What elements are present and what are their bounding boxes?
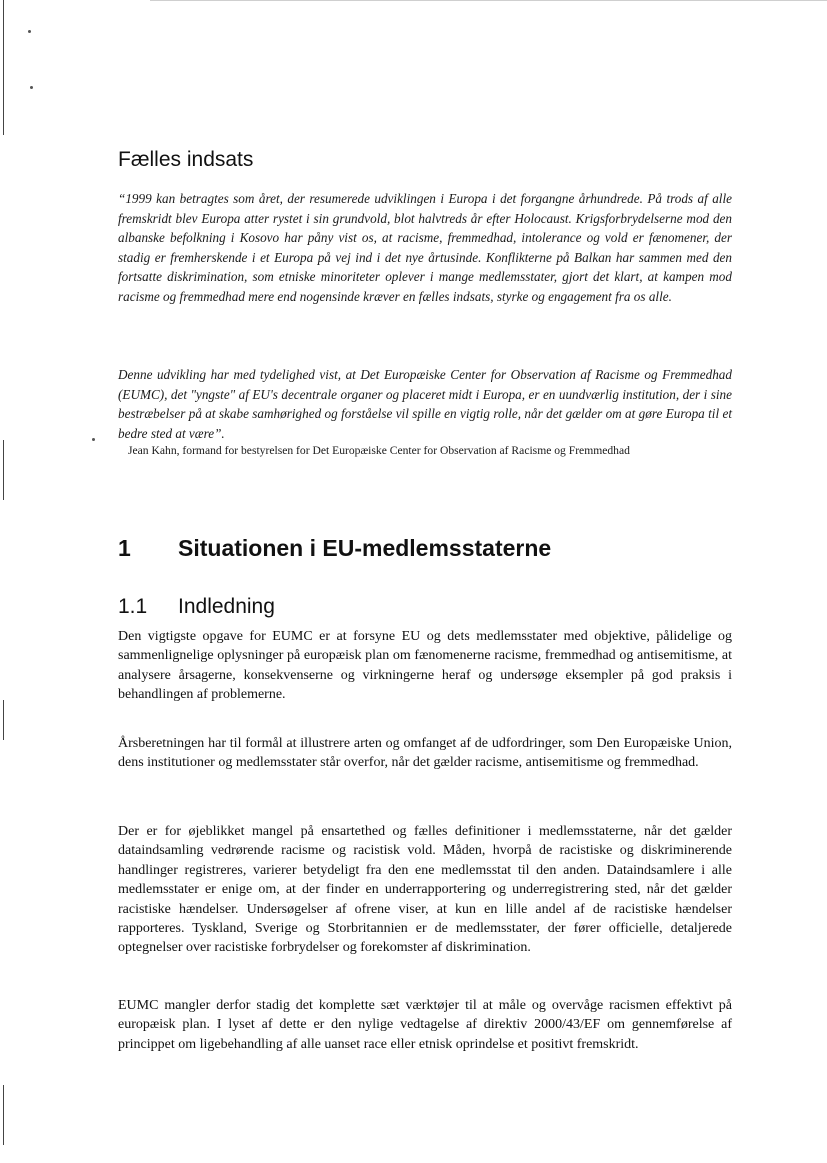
scan-artifact-left-edge [3, 440, 4, 500]
body-paragraph: EUMC mangler derfor stadig det komplette sæt værktøjer til at måle og overvåge racismen effektivt på europæisk plan. I lyset af dette er den nylige vedtagelse af direktiv 2000/43/EF om gennemførelse af princippet om ligebehandling af alle uanset race eller etnisk oprindelse et positivt fremskridt. [118, 998, 732, 1052]
scan-artifact-left-edge [3, 0, 4, 135]
scan-speck [28, 30, 31, 33]
section-heading-faelles-indsats: Fælles indsats [118, 148, 254, 171]
chapter-heading [118, 535, 551, 562]
chapter-number: 1 [118, 535, 131, 561]
body-paragraph: Årsberetningen har til formål at illustrere arten og omfanget af de udfordringer, som Den Europæiske Union, dens institutioner og medlemsstater står overfor, når det gælder racisme, antisemitisme og fremmedhad. [118, 736, 732, 771]
body-paragraph: Der er for øjeblikket mangel på ensartethed og fælles definitioner i medlemsstaterne, når det gælder dataindsamling vedrørende racisme og racistisk vold. Måden, hvorpå de racistiske og diskriminerende handlinger registreres, varierer betydeligt fra den ene medlemsstat til den anden. Dataindsamlere i alle medlemsstater er enige om, at der finder en underrapportering og underregistrering sted, når det gælder racistiske hændelser. Undersøgelser af ofrene viser, at kun en lille andel af de racistiske hændelser rapporteres. Tyskland, Sverige og Storbritannien er de medlemsstater, der fører officielle, detaljerede optegnelser over racistiske forbrydelser og forekomster af diskrimination. [118, 824, 732, 956]
scan-artifact-left-edge [3, 1085, 4, 1145]
quote-paragraph: Denne udvikling har med tydelighed vist, at Det Europæiske Center for Observation af Racisme og Fremmedhad (EUMC), det "yngste" af EU's decentrale organer og placeret midt i Europa, er en uundværlig institution, der i sine bestræbelser på at skabe samhørighed og forståelse vil spille en vigtig rolle, når det gælder om at gøre Europa til et bedre sted at være”. [118, 367, 732, 441]
quote-paragraph: “1999 kan betragtes som året, der resumerede udviklingen i Europa i det forgangne århundrede. På trods af alle fremskridt blev Europa atter rystet i sin grundvold, blot halvtreds år efter Holocaust. Krigsforbrydelserne mod den albanske befolkning i Kosovo har påny vist os, at racisme, fremmedhad, intolerance og vold er fænomener, der stadig er fremherskende i et Europa på vej ind i det nye årtusinde. Konflikterne på Balkan har sammen med den fortsatte diskrimination, som etniske minoriteter oplever i mange medlemsstater, gjort det klart, at kampen mod racisme og fremmedhad mere end nogensinde kræver en fælles indsats, styrke og engagement fra os alle. [118, 191, 732, 304]
chapter-title: Situationen i EU-medlemsstaterne [178, 535, 552, 561]
scan-speck [92, 438, 95, 441]
scan-artifact-top-line [150, 0, 827, 1]
subsection-heading [118, 595, 275, 619]
scan-speck [30, 86, 33, 89]
body-paragraph: Den vigtigste opgave for EUMC er at forsyne EU og dets medlemsstater med objektive, pålidelige og sammenlignelige oplysninger på europæisk plan om fænomenerne racisme, fremmedhad og antisemitisme, at analysere årsagerne, konsekvenserne og virkningerne heraf og undersøge eksempler på god praksis i behandlingen af problemerne. [118, 629, 732, 703]
subsection-number: 1.1 [118, 595, 148, 618]
quote-attribution: Jean Kahn, formand for bestyrelsen for Det Europæiske Center for Observation af Racisme og Fremmedhad [128, 444, 630, 457]
subsection-title: Indledning [178, 595, 275, 618]
scan-artifact-left-edge [3, 700, 4, 740]
